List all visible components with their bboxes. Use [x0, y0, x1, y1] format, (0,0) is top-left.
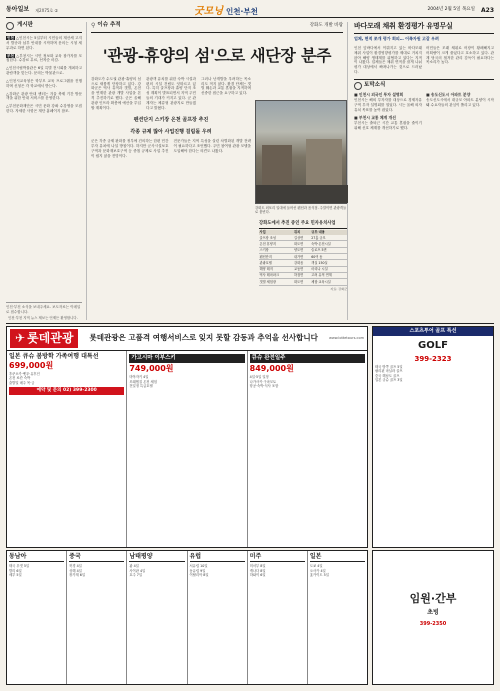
right-headline: 바다모래 채취 환경평가 유명무실	[354, 22, 494, 34]
destination-line: 서유럽 10일	[189, 564, 208, 569]
recruit-title: 임원·간부	[409, 592, 457, 605]
bulletin-entry	[6, 66, 82, 76]
destination-title: 동남아	[9, 553, 64, 562]
bulletin-badge: 인천	[7, 36, 14, 40]
lotte-slogan: 롯데관광은 고품격 여행서비스로 잊지 못할 감동과 추억을 선사합니다	[89, 333, 318, 343]
destination-line: 상해 4일	[69, 568, 82, 573]
destination-title: 중국	[69, 553, 124, 562]
table-cell: 양도면	[294, 247, 311, 253]
table-cell: 체험·교육시설	[311, 279, 347, 285]
goodmorning-logo: 굿모닝	[194, 6, 223, 17]
article-photo	[255, 100, 347, 204]
right-article	[354, 22, 494, 320]
table-cell: 해양 레저	[259, 266, 294, 272]
golf-line-1: 태국 방콕 골프 5일	[375, 364, 403, 369]
subhead-1: 펜션단지 스키장 온천 골프장 추진	[133, 116, 209, 123]
table-cell: 갯벌 체험장	[259, 279, 294, 285]
bulletin-entry	[6, 79, 82, 89]
bulletin-title: 게시판	[17, 22, 33, 29]
date-page	[427, 7, 494, 15]
projects-table	[259, 230, 347, 286]
article-topbar	[91, 22, 343, 33]
table-cell: 화도면	[294, 279, 311, 285]
offer-3-price: 849,000원	[249, 364, 294, 374]
destination-line: 이탈리아 8일	[189, 572, 209, 577]
destination-line: 미서부 8일	[249, 564, 266, 569]
destination-line: 괌 4일	[129, 564, 139, 569]
offer-3-title: 큐슈 완전일주	[250, 354, 365, 363]
destination-line: 북경 4일	[69, 564, 82, 569]
table-cell: 강화읍	[294, 260, 311, 266]
lotte-offer-3	[248, 351, 367, 547]
table-title: 강화도에서 추진 중인 주요 민자유치사업	[259, 221, 347, 229]
table-cell: 스키장	[259, 247, 294, 253]
issue-note: 제2X75호 ②	[35, 7, 59, 13]
bulletin-entry	[6, 36, 82, 51]
destination-line: 태국 푸켓 5일	[9, 564, 30, 569]
region-title: 인천·부천	[225, 6, 258, 16]
table-cell: 객실 150실	[311, 260, 347, 266]
lotte-offer-2	[127, 351, 247, 547]
issue-date: 2004년 2월 5일 목요일	[427, 7, 475, 12]
advertisement-area	[6, 326, 494, 685]
destination-line: 사이판 4일	[129, 568, 146, 573]
table-cell: 관광호텔	[259, 260, 294, 266]
table-header-cell: 규모·내용	[311, 230, 347, 235]
body-col-4: 군은 각종 규제 완화를 정부에 건의하는 한편 민간 투자 유치에 나설 방침이다. 하지만 군사시설보호구역과 문화재보호구역 등 중첩 규제로 사업 추진이 쉽지 않을 전망이다.	[91, 139, 169, 158]
briefs-header	[354, 79, 494, 90]
table-cell: 마리나 시설	[311, 266, 347, 272]
briefs-body	[354, 90, 494, 130]
offer-1-line-3: 출발일 매주 목·금	[9, 380, 35, 385]
lotte-ad-header	[7, 327, 367, 351]
offer-3-line-3: 항공·숙박·식사 포함	[249, 384, 279, 389]
destination-line: 동유럽 9일	[189, 568, 206, 573]
destination-line: 하와이 6일	[249, 572, 266, 577]
destination-ad	[308, 551, 367, 684]
offer-2-line-2: 모래찜질 온천 체험	[129, 379, 157, 384]
destination-line: 홋카이도 5일	[309, 572, 329, 577]
golf-line-2: 필리핀 마닐라 골프	[375, 369, 403, 374]
bulletin-entry	[6, 92, 82, 102]
section-logo	[194, 5, 258, 19]
lotte-offer-1	[7, 351, 127, 547]
recruit-phone: 399-2350	[419, 621, 447, 628]
golf-title: GOLF	[418, 339, 448, 351]
ad-divider	[6, 323, 494, 324]
table-cell: 역사 테마파크	[259, 272, 294, 278]
table-header-cell: 위치	[294, 230, 311, 235]
destination-ad	[7, 551, 67, 684]
briefs-title: 토막소식	[364, 82, 386, 89]
right-col-2: 어민들은 모래 채취로 어장이 황폐해지고 어획량이 크게 줄었다고 호소하고 있다. 관계 당국의 철저한 관리 감독이 필요하다는 목소리가 높다.	[426, 45, 494, 65]
brief-text-2: 부천시는 출퇴근 시간 교통 혼잡을 줄이기 위해 신호 체계를 개선하기로 했다.	[354, 120, 422, 130]
offer-1-line-2: 온천 료칸 숙박	[9, 376, 31, 381]
golf-line-3: 중국 해남도 골프	[375, 373, 400, 378]
subhead-2: 각종 규제 많아 사업진행 걸림돌 우려	[130, 129, 212, 136]
table-cell: 길상면	[294, 235, 311, 241]
masthead	[6, 4, 494, 18]
destination-line: 캐나다 8일	[249, 568, 266, 573]
offer-2-title: 가고시마 이부스키	[129, 354, 244, 363]
body-col-1: 강화도가 수도권 관광·휴양의 섬으로 새롭게 단장하고 있다. 강화군은 역사 유적과 갯벌, 온천을 연계한 관광 개발 사업을 본격 추진하기로 했다. 군은 올해 관광 인프라 확충에 예산을 투입할 계획이다.	[91, 76, 141, 110]
bulletin-icon	[6, 22, 14, 30]
offer-2-line-3: 전일정 특급호텔	[129, 384, 153, 389]
destination-ad	[67, 551, 127, 684]
table-header-cell: 사업	[259, 230, 294, 235]
kicker-label: 이슈 추적	[97, 22, 121, 29]
bulletin-header	[6, 22, 82, 33]
bulletin-text: △인천시교육청은 학부모 교육 프로그램을 진행하며 신청은 각 학교에서 받는다.	[6, 78, 82, 88]
subkicker: 강화도 개발 바람	[309, 23, 343, 29]
offer-1-line-1: 후쿠오카·벳푸·유후인	[9, 371, 40, 376]
destination-ad	[188, 551, 248, 684]
bulletin-text: △인천시는 5일부터 시민들의 재산세 고지서 발송과 납부 안내를 시작하며 문의는 시청 세무과로 하면 된다.	[6, 36, 82, 50]
golf-line-4: 일본 규슈 골프 3일	[375, 378, 403, 382]
destination-line: 호주 7일	[129, 572, 143, 577]
magnifier-icon: ⚲	[91, 22, 96, 29]
destination-title: 일본	[310, 553, 365, 562]
brief-title-1: ■ 인천시 외국인 투자 설명회	[354, 91, 404, 97]
bulletin-entry	[6, 54, 82, 64]
bulletin-badge: 부천	[7, 53, 14, 58]
destination-ad	[127, 551, 187, 684]
destination-title: 미주	[250, 553, 305, 562]
destination-line: 장가계 6일	[69, 572, 86, 577]
bulletin-text: △인천시립박물관은 6일 특별 전시회를 개최하고 관람객을 맞는다. 문의는 박물관으로.	[6, 66, 82, 76]
lotte-website[interactable]: www.lottetours.com	[329, 336, 364, 341]
brief-title-3: ■ 송도신도시 아파트 분양	[426, 91, 471, 97]
lotte-tour-ad	[6, 326, 368, 548]
destination-line: 세부 5일	[9, 572, 22, 577]
table-source: 자료: 강화군	[330, 286, 347, 291]
brief-text-1: 인천시는 해외 투자자를 대상으로 경제자유구역 투자 설명회를 열었다. 시는 올해 외자 유치 목표를 높여 잡았다.	[354, 98, 422, 112]
destination-title: 남태평양	[129, 553, 184, 562]
right-subheadline: 업체, 면적 쪼개 평가 회피… 어족자원 고갈 우려	[354, 36, 439, 42]
right-col-1: 인천 앞바다에서 이뤄지고 있는 바다모래 채취 사업이 환경영향평가를 제대로 거치지 않아 해양 생태계를 위협하고 있다는 지적이 나왔다. 업체들은 채취 면적을 잘게 나눠 평가 대상에서 빠져나가는 것으로 드러났다.	[354, 45, 422, 75]
destination-ad-strip	[6, 550, 368, 685]
lotte-brand-name: 롯데관광	[27, 331, 74, 346]
table-row	[259, 279, 347, 285]
table-cell: 고려 유적 연계	[311, 272, 347, 278]
bulletin-text: △강화군 관광 안내 센터는 겨울 축제 기간 방문객을 위한 안내 서비스를 운영한다.	[6, 91, 82, 101]
golf-phone: 399-2323	[414, 355, 452, 364]
golf-ad-header: 스포츠투어 골프 특선	[373, 327, 493, 336]
offer-2-line-1: 미야자키 4일	[129, 375, 149, 380]
table-cell: 교동면	[294, 266, 311, 272]
bulletin-entry	[6, 104, 82, 114]
project-table	[259, 221, 347, 291]
recruit-sub: 초빙	[427, 609, 439, 617]
table-cell: 하점면	[294, 272, 311, 278]
destination-line: 도쿄 4일	[309, 564, 323, 569]
table-cell: 내가면	[294, 254, 311, 260]
bulletin-text: △부천시는 시민 정보화 교육 참가자를 모집한다. 수강료 무료, 선착순 마감.	[6, 53, 82, 63]
bulletin-column	[6, 22, 82, 320]
offer-1-price: 699,000원	[9, 361, 54, 371]
destination-ad	[248, 551, 308, 684]
table-cell: 60여 동	[311, 254, 347, 260]
offer-3-line-1: 4일·5일 일정	[249, 375, 269, 380]
offer-1-title: 일본 큐슈 봄방학 가족여행 대특선	[9, 353, 99, 360]
headline: '관광-휴양의 섬'으로 새단장 분주	[102, 46, 332, 66]
photo-caption: 강화도 외포리 일대에 들어선 펜션과 음식점. 주말이면 관광객들로 붐빈다.	[255, 206, 347, 215]
briefs-icon	[354, 82, 362, 90]
right-body	[354, 46, 494, 75]
lotte-logo	[10, 329, 78, 347]
page-number: A23	[481, 7, 494, 14]
golf-tour-ad	[372, 326, 494, 548]
recruit-ad	[372, 550, 494, 685]
paper-name: 동아일보	[6, 6, 30, 14]
bulletin-text: △부천문화재단은 시민 문화 강좌 수강생을 모집한다. 자세한 사항은 재단 홈페이지 참조.	[6, 104, 82, 114]
table-cell: 숙박·온천시설	[311, 241, 347, 247]
table-cell: 27홀 규모	[311, 235, 347, 241]
brief-text-3: 송도신도시에서 대규모 아파트 분양이 시작돼 수요자들의 관심이 쏠리고 있다.	[426, 98, 494, 107]
lotte-ad-body	[7, 351, 367, 547]
lotte-contact-band: 예약 및 문의 02) 399-2300	[9, 387, 124, 395]
table-cell: 온천 휴양지	[259, 241, 294, 247]
body-col-2: 관광객 유치를 위한 숙박 시설과 편의 시설 건립도 잇따르고 있다. 특히 골프장과 휴양 단지 조성 계획이 발표되면서 지역 주민들의 기대가 커지고 있다. 군 관계자는 체류형 관광지로 만들겠다고 밝혔다.	[146, 76, 196, 110]
body-col-5: 전문가들은 지역 특성을 살린 차별화된 개발 전략이 필요하다고 조언했다. 주민 참여형 관광 모델을 도입해야 한다는 의견도 나왔다.	[173, 139, 251, 153]
kicker	[91, 22, 121, 30]
main-article	[86, 22, 348, 320]
offer-3-line-2: 나가사키·구마모토	[249, 379, 277, 384]
article-body-bottom	[91, 139, 251, 158]
destination-line: 오사카 4일	[309, 568, 326, 573]
table-cell: 화도면	[294, 241, 311, 247]
article-body-top	[91, 77, 251, 111]
offer-2-price: 749,000원	[129, 364, 174, 374]
brief-title-2: ■ 부천시 교통 체계 개선	[354, 114, 396, 120]
body-col-3: 그러나 난개발을 우려하는 목소리도 적지 않다. 환경 단체는 갯벌 훼손과 교통 혼잡을 지적하며 신중한 접근을 요구하고 있다.	[201, 76, 251, 96]
table-cell: 슬로프 5면	[311, 247, 347, 253]
table-cell: 펜션단지	[259, 254, 294, 260]
table-cell: 골프장 조성	[259, 235, 294, 241]
destination-line: 발리 6일	[9, 568, 22, 573]
destination-title: 유럽	[190, 553, 245, 562]
lotte-l-icon: ✈	[15, 331, 26, 346]
bulletin-footer: 인천·부천 소식을 보내주세요. 보도자료는 이메일로 접수합니다.	[6, 302, 82, 320]
contact-note: 인천·부천 지역 뉴스 제보는 언제든 환영합니다.	[8, 316, 78, 320]
